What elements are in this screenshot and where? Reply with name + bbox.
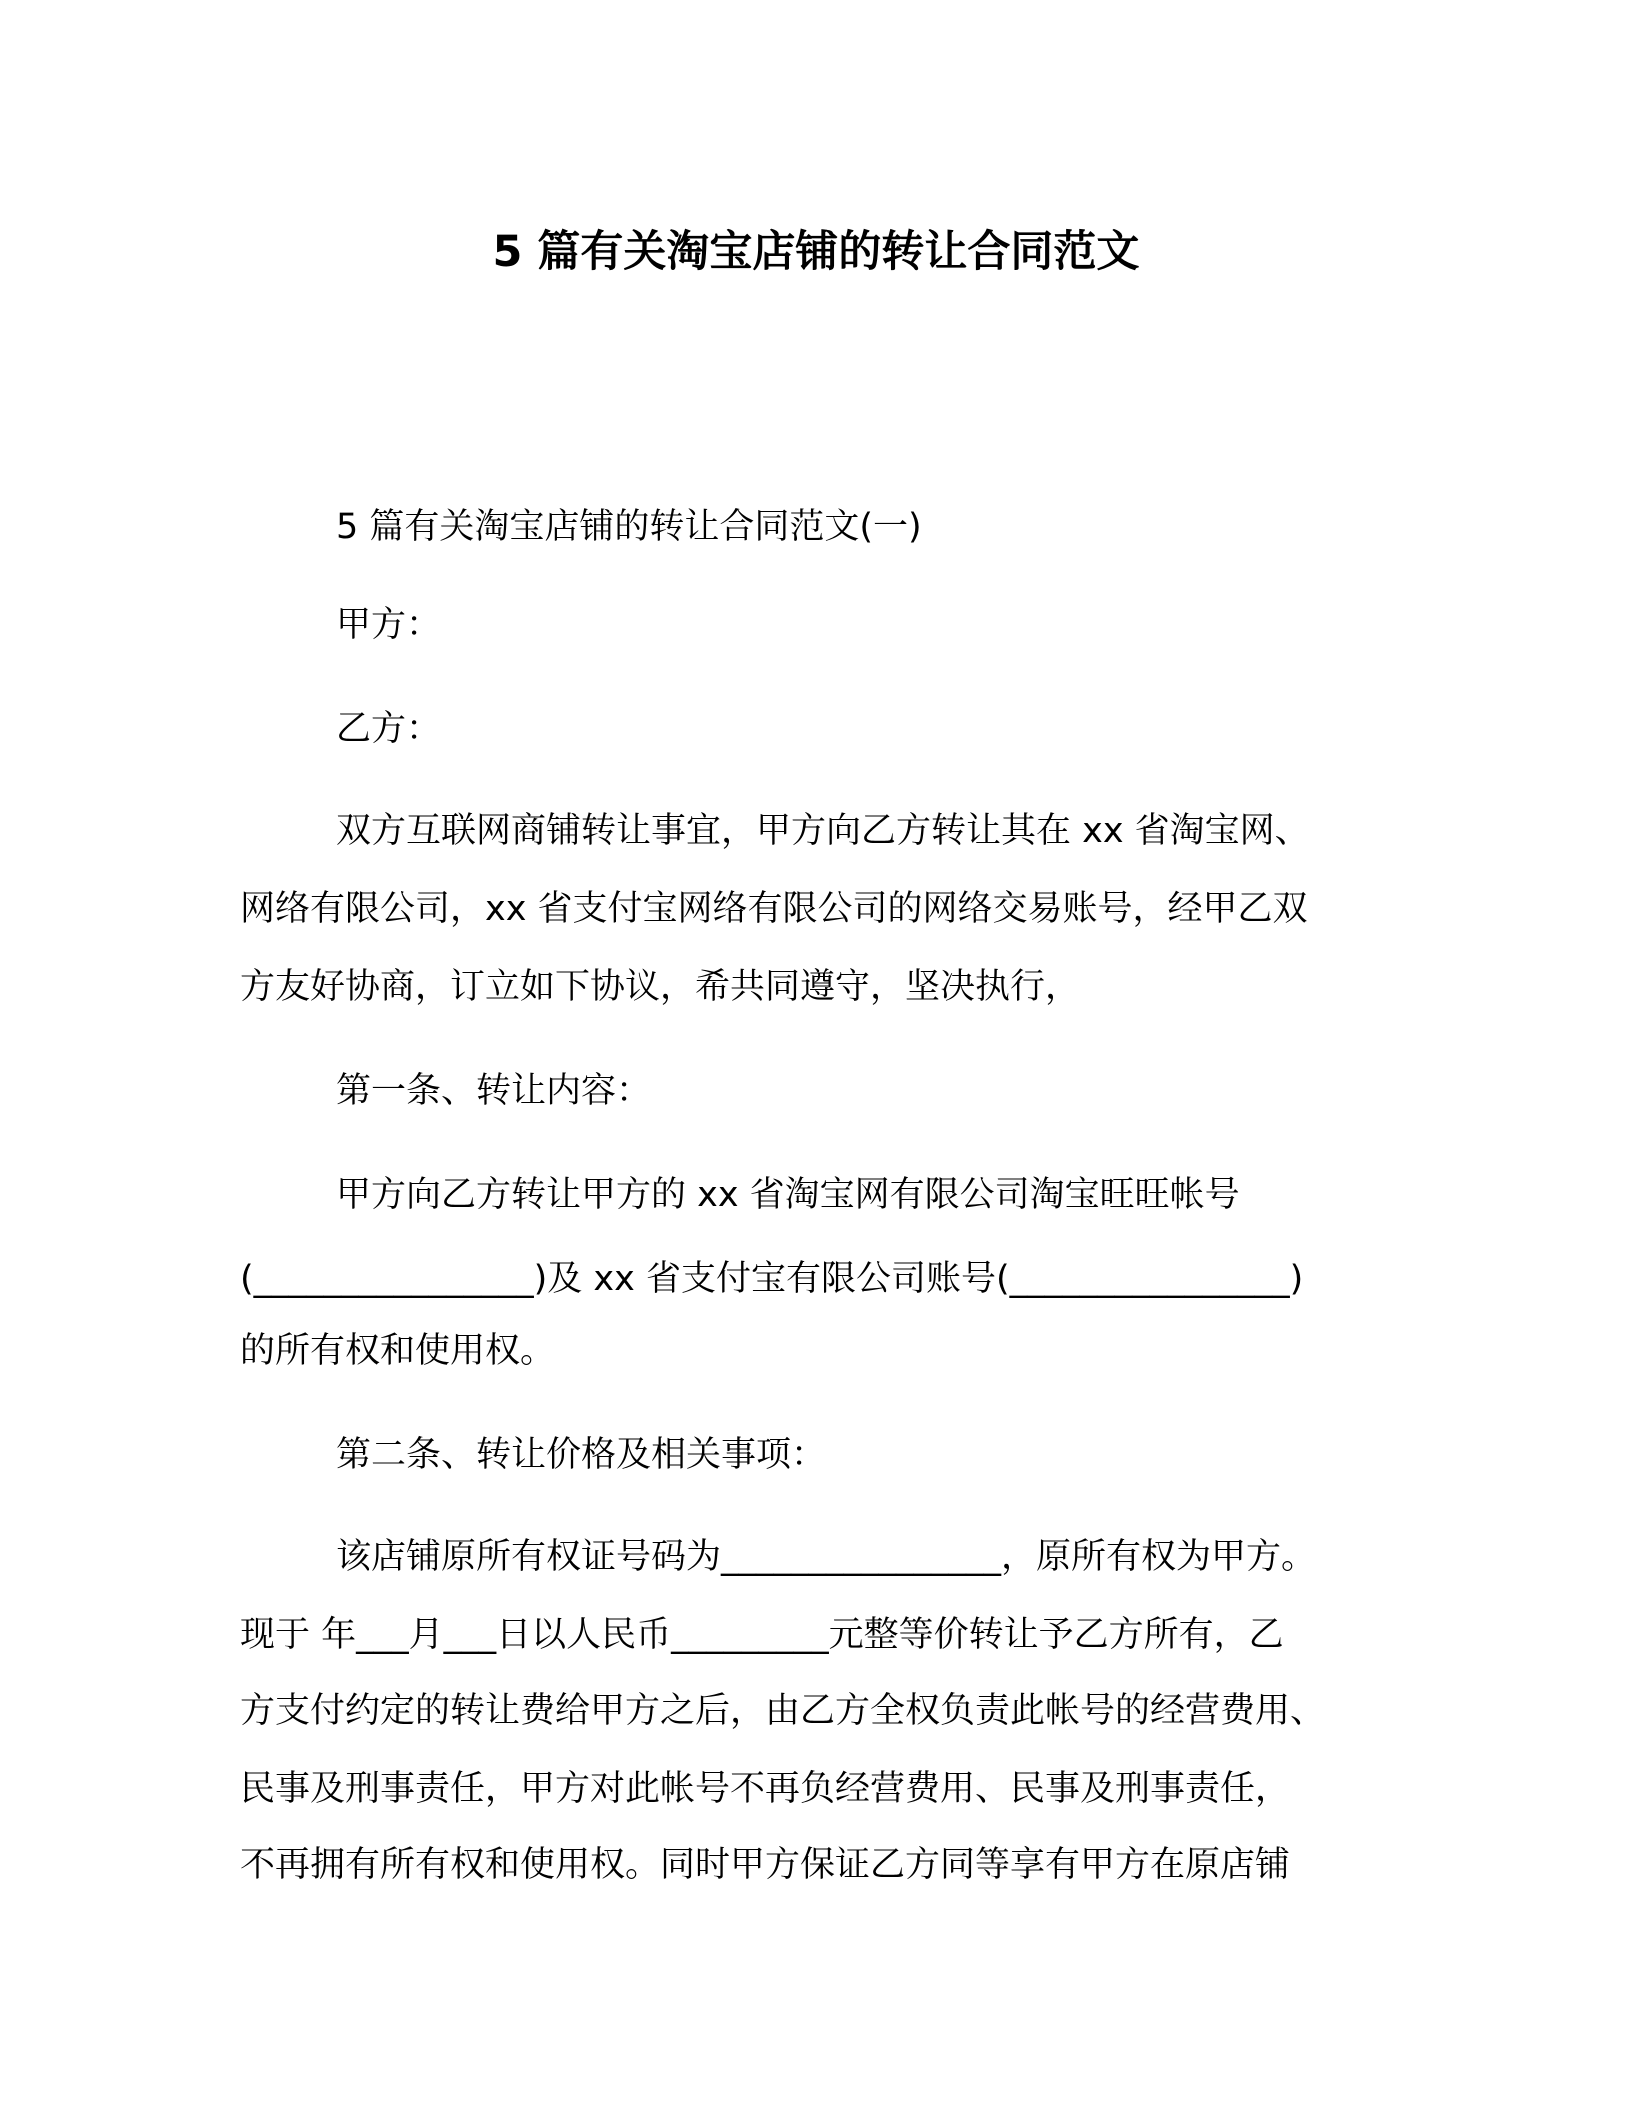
document-title: 5 篇有关淘宝店铺的转让合同范文	[492, 227, 1140, 277]
party-a-label: 甲方：	[336, 605, 442, 645]
article1-line: (________________)及 xx 省支付宝有限公司账号(________________)	[240, 1259, 1304, 1299]
article2-line: 民事及刑事责任，甲方对此帐号不再负经营费用、民事及刑事责任，	[240, 1769, 1291, 1809]
intro-line: 方友好协商，订立如下协议，希共同遵守，坚决执行，	[240, 967, 1081, 1007]
article2-line: 现于 年___月___日以人民币_________元整等价转让予乙方所有，乙	[240, 1615, 1284, 1655]
article2-line: 该店铺原所有权证号码为________________，原所有权为甲方。	[336, 1537, 1317, 1577]
section-heading: 5 篇有关淘宝店铺的转让合同范文(一)	[336, 507, 922, 547]
intro-line: 双方互联网商铺转让事宜，甲方向乙方转让其在 xx 省淘宝网、	[336, 811, 1310, 851]
article1-heading: 第一条、转让内容：	[336, 1071, 652, 1111]
article1-line: 甲方向乙方转让甲方的 xx 省淘宝网有限公司淘宝旺旺帐号	[336, 1175, 1240, 1215]
article1-line: 的所有权和使用权。	[240, 1331, 556, 1371]
intro-line: 网络有限公司，xx 省支付宝网络有限公司的网络交易账号，经甲乙双	[240, 889, 1308, 929]
article2-line: 不再拥有所有权和使用权。同时甲方保证乙方同等享有甲方在原店铺	[240, 1845, 1291, 1885]
party-b-label: 乙方：	[336, 709, 442, 749]
article2-heading: 第二条、转让价格及相关事项：	[336, 1435, 827, 1475]
article2-line: 方支付约定的转让费给甲方之后，由乙方全权负责此帐号的经营费用、	[240, 1691, 1326, 1731]
